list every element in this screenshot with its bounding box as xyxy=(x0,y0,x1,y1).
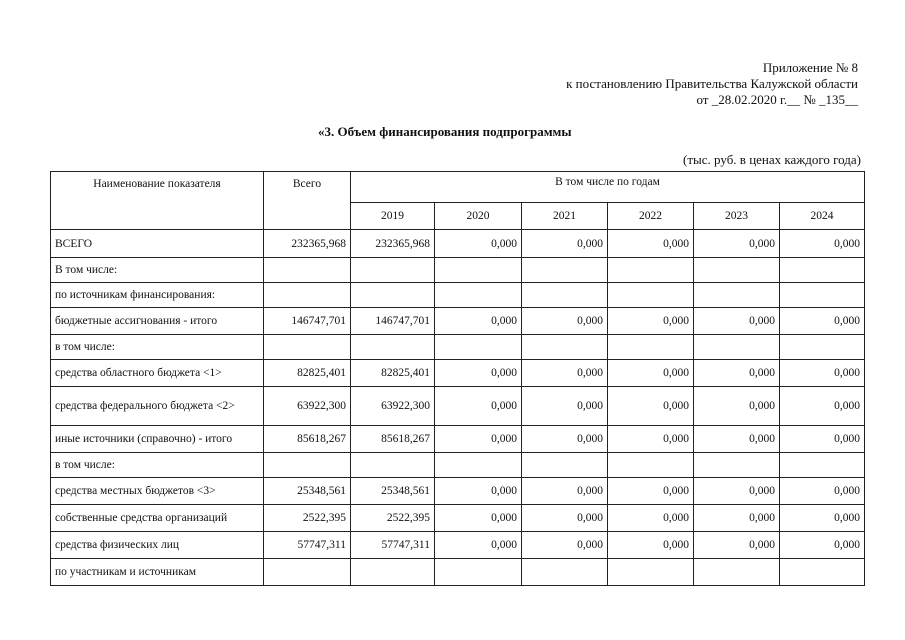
row-year-value xyxy=(780,258,865,283)
table-row xyxy=(51,387,865,426)
row-year-value: 0,000 xyxy=(522,387,608,426)
row-year-value xyxy=(435,258,522,283)
row-year-value: 146747,701 xyxy=(351,308,435,335)
row-year-value xyxy=(694,283,780,308)
row-year-value: 0,000 xyxy=(522,308,608,335)
header-years-group: В том числе по годам xyxy=(351,172,865,203)
row-year-value: 232365,968 xyxy=(351,230,435,258)
header-total: Всего xyxy=(264,172,351,230)
row-total-value: 82825,401 xyxy=(264,360,351,387)
row-year-value xyxy=(435,453,522,478)
row-year-value: 0,000 xyxy=(694,505,780,532)
header-indicator-name: Наименование показателя xyxy=(51,172,264,230)
row-year-value xyxy=(522,258,608,283)
row-indicator-name: в том числе: xyxy=(51,335,264,360)
row-year-value: 0,000 xyxy=(694,360,780,387)
row-year-value: 0,000 xyxy=(780,387,865,426)
row-indicator-name: в том числе: xyxy=(51,453,264,478)
row-total-value xyxy=(264,453,351,478)
row-year-value: 63922,300 xyxy=(351,387,435,426)
row-year-value: 0,000 xyxy=(435,387,522,426)
unit-note: (тыс. руб. в ценах каждого года) xyxy=(683,152,861,167)
row-year-value xyxy=(780,335,865,360)
row-year-value: 2522,395 xyxy=(351,505,435,532)
row-year-value xyxy=(780,453,865,478)
table-row xyxy=(51,505,865,532)
row-year-value xyxy=(608,258,694,283)
row-year-value xyxy=(522,283,608,308)
resolution-reference: к постановлению Правительства Калужской области xyxy=(566,76,858,91)
row-year-value: 0,000 xyxy=(608,478,694,505)
row-year-value: 0,000 xyxy=(608,532,694,559)
row-year-value: 85618,267 xyxy=(351,426,435,453)
row-year-value: 0,000 xyxy=(780,426,865,453)
section-title: «3. Объем финансирования подпрограммы xyxy=(318,124,572,139)
row-year-value xyxy=(780,283,865,308)
table-row xyxy=(51,335,865,360)
header-year: 2021 xyxy=(522,203,608,230)
table-row xyxy=(51,308,865,335)
row-year-value: 57747,311 xyxy=(351,532,435,559)
table-row xyxy=(51,426,865,453)
row-indicator-name: средства физических лиц xyxy=(51,532,264,559)
row-year-value: 0,000 xyxy=(522,505,608,532)
row-year-value: 0,000 xyxy=(694,426,780,453)
row-year-value: 0,000 xyxy=(608,505,694,532)
appendix-number: Приложение № 8 xyxy=(762,60,858,75)
row-year-value xyxy=(780,559,865,586)
row-year-value xyxy=(608,283,694,308)
row-year-value: 0,000 xyxy=(435,230,522,258)
row-year-value: 0,000 xyxy=(694,230,780,258)
row-year-value: 0,000 xyxy=(435,532,522,559)
row-year-value: 0,000 xyxy=(780,532,865,559)
row-year-value: 0,000 xyxy=(694,387,780,426)
row-year-value xyxy=(522,453,608,478)
row-year-value: 0,000 xyxy=(522,478,608,505)
header-year: 2024 xyxy=(780,203,865,230)
row-year-value: 0,000 xyxy=(694,478,780,505)
table-row xyxy=(51,258,865,283)
table-row xyxy=(51,532,865,559)
row-year-value xyxy=(608,335,694,360)
row-total-value xyxy=(264,283,351,308)
row-total-value xyxy=(264,559,351,586)
row-year-value: 0,000 xyxy=(780,478,865,505)
row-year-value xyxy=(694,258,780,283)
table-row xyxy=(51,559,865,586)
resolution-date-number: от _28.02.2020 г.__ № _135__ xyxy=(696,92,858,107)
row-indicator-name: бюджетные ассигнования - итого xyxy=(51,308,264,335)
row-year-value: 0,000 xyxy=(435,426,522,453)
row-year-value xyxy=(351,283,435,308)
header-year: 2023 xyxy=(694,203,780,230)
row-year-value: 0,000 xyxy=(608,360,694,387)
row-total-value xyxy=(264,258,351,283)
row-year-value: 0,000 xyxy=(694,308,780,335)
table-row xyxy=(51,478,865,505)
row-year-value xyxy=(351,559,435,586)
row-indicator-name: по источникам финансирования: xyxy=(51,283,264,308)
row-year-value xyxy=(351,335,435,360)
table-row xyxy=(51,453,865,478)
table-row xyxy=(51,230,865,258)
row-year-value xyxy=(694,559,780,586)
row-year-value: 0,000 xyxy=(608,308,694,335)
row-indicator-name: средства областного бюджета <1> xyxy=(51,360,264,387)
financing-table xyxy=(50,171,865,586)
row-total-value: 57747,311 xyxy=(264,532,351,559)
header-year: 2020 xyxy=(435,203,522,230)
row-total-value: 25348,561 xyxy=(264,478,351,505)
header-year: 2019 xyxy=(351,203,435,230)
row-indicator-name: собственные средства организаций xyxy=(51,505,264,532)
row-total-value: 146747,701 xyxy=(264,308,351,335)
row-indicator-name: по участникам и источникам xyxy=(51,559,264,586)
row-indicator-name: ВСЕГО xyxy=(51,230,264,258)
row-year-value: 0,000 xyxy=(608,426,694,453)
row-year-value: 0,000 xyxy=(780,360,865,387)
row-year-value: 0,000 xyxy=(522,532,608,559)
row-total-value: 63922,300 xyxy=(264,387,351,426)
row-year-value xyxy=(522,335,608,360)
row-total-value xyxy=(264,335,351,360)
table-row xyxy=(51,283,865,308)
table-row xyxy=(51,360,865,387)
row-year-value: 0,000 xyxy=(780,230,865,258)
row-year-value xyxy=(435,283,522,308)
row-year-value: 0,000 xyxy=(435,308,522,335)
row-year-value: 0,000 xyxy=(435,478,522,505)
row-year-value: 0,000 xyxy=(608,387,694,426)
row-total-value: 2522,395 xyxy=(264,505,351,532)
row-indicator-name: средства местных бюджетов <3> xyxy=(51,478,264,505)
row-total-value: 232365,968 xyxy=(264,230,351,258)
row-year-value xyxy=(351,258,435,283)
row-year-value: 0,000 xyxy=(522,426,608,453)
row-year-value xyxy=(435,335,522,360)
row-year-value: 25348,561 xyxy=(351,478,435,505)
row-indicator-name: средства федерального бюджета <2> xyxy=(51,387,264,426)
row-indicator-name: В том числе: xyxy=(51,258,264,283)
header-year: 2022 xyxy=(608,203,694,230)
row-year-value xyxy=(694,335,780,360)
row-year-value xyxy=(608,453,694,478)
row-year-value: 0,000 xyxy=(522,230,608,258)
row-year-value: 0,000 xyxy=(608,230,694,258)
row-year-value: 0,000 xyxy=(435,360,522,387)
row-year-value: 82825,401 xyxy=(351,360,435,387)
row-total-value: 85618,267 xyxy=(264,426,351,453)
row-indicator-name: иные источники (справочно) - итого xyxy=(51,426,264,453)
row-year-value: 0,000 xyxy=(780,308,865,335)
document-header xyxy=(566,60,858,108)
row-year-value: 0,000 xyxy=(522,360,608,387)
row-year-value xyxy=(694,453,780,478)
row-year-value xyxy=(522,559,608,586)
row-year-value xyxy=(608,559,694,586)
row-year-value: 0,000 xyxy=(435,505,522,532)
row-year-value: 0,000 xyxy=(780,505,865,532)
row-year-value: 0,000 xyxy=(694,532,780,559)
row-year-value xyxy=(435,559,522,586)
table-body xyxy=(51,230,865,586)
row-year-value xyxy=(351,453,435,478)
